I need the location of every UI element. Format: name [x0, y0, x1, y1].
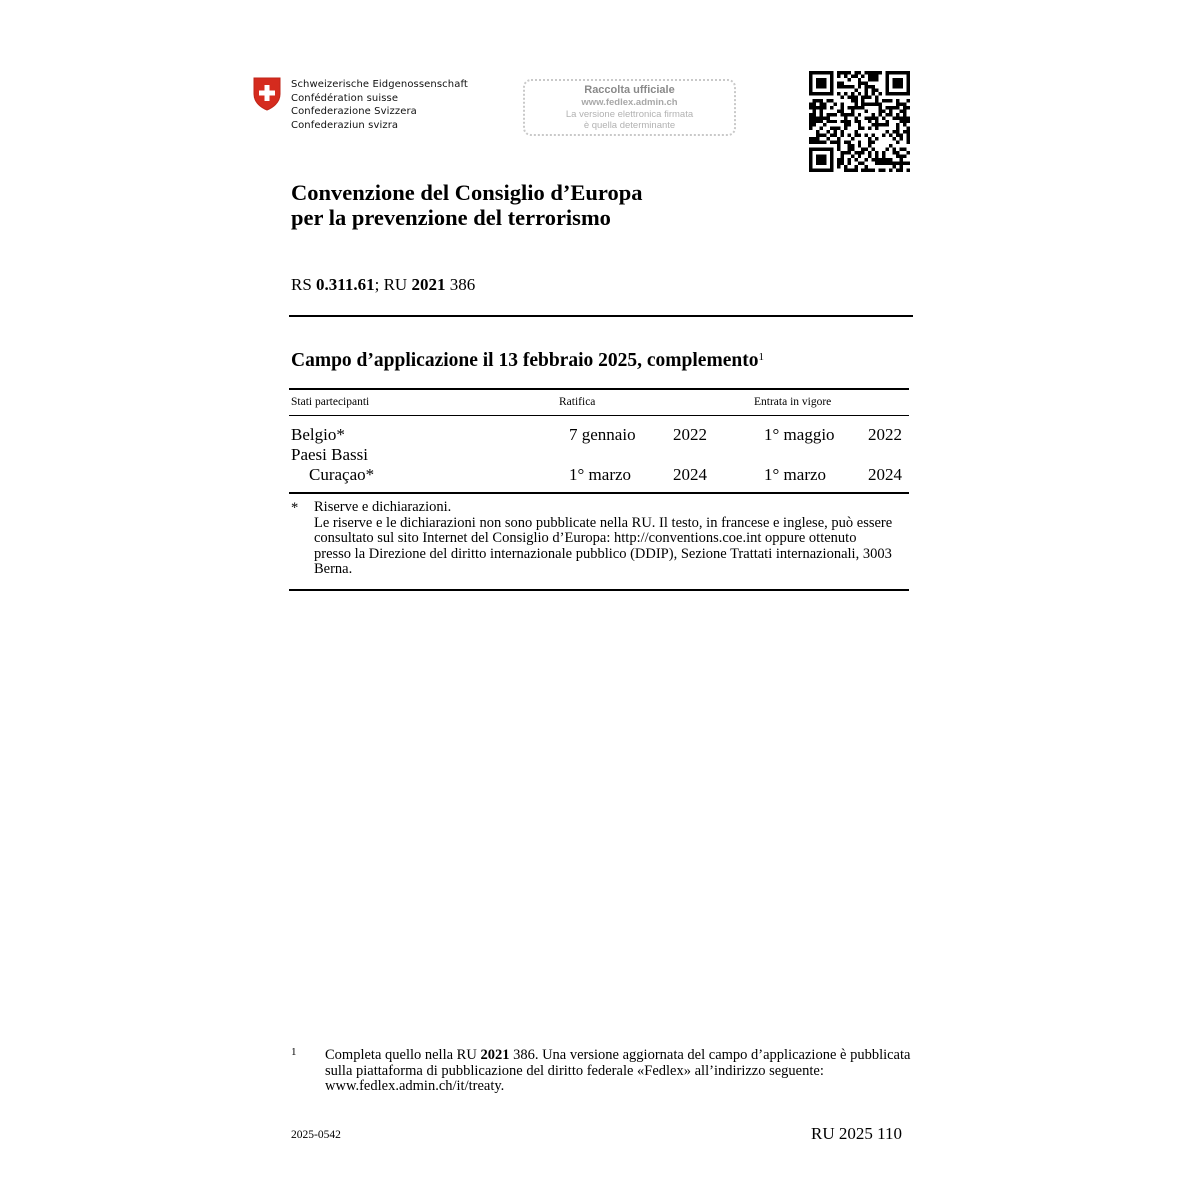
reservations-note [314, 500, 894, 578]
top-divider [289, 315, 913, 317]
note-body: Le riserve e le dichiarazioni non sono pubblicate nella RU. Il testo, in francese e inglese, può essere consultato sul sito Internet del Consiglio d’Europa: http://conventions.coe.int oppure ottenuto presso la Direzione del diritto internazionale pubblico (DDIP), Sezione Trattati internazionali, 3003 Berna. [314, 514, 893, 577]
swiss-cross-shield-icon [252, 77, 282, 111]
footnote-text [325, 1048, 915, 1095]
ru-page: 386 [445, 275, 476, 294]
cell-ratification-date: 1° marzo [569, 465, 632, 484]
ru-separator: ; RU [374, 275, 412, 294]
cell-ratification-year: 2022 [673, 425, 707, 444]
ru-year: 2021 [411, 275, 446, 294]
cell-state: Belgio* [291, 425, 345, 444]
stamp-line-4: è quella determinante [583, 120, 676, 131]
rs-number: 0.311.61 [316, 275, 375, 294]
table-top-rule [289, 388, 909, 390]
document-title [291, 180, 643, 230]
cell-entry-year: 2024 [868, 465, 902, 484]
cell-state: Curaçao* [309, 465, 375, 484]
cell-state: Paesi Bassi [291, 445, 368, 464]
confederation-line-fr: Confédération suisse [291, 92, 399, 104]
note-bottom-rule [289, 589, 909, 591]
footnote-reference-mark: 1 [758, 351, 764, 363]
note-title: Riserve e dichiarazioni. [314, 499, 452, 515]
confederation-name-lines [291, 78, 468, 132]
document-number: 2025-0542 [291, 1129, 341, 1141]
note-mark: * [291, 500, 299, 516]
ru-page-reference: RU 2025 110 [811, 1124, 902, 1143]
section-heading [291, 350, 764, 372]
footnote-text-before: Completa quello nella RU [325, 1047, 481, 1063]
confederation-line-it: Confederazione Svizzera [291, 106, 417, 117]
footnote-text-after: 386. Una versione aggiornata del campo d’applicazione è pubblicata sulla piattaforma di pubblicazione del diritto federale «Fedlex» all’indirizzo seguente: www.fedlex.admin.ch/it/treaty. [325, 1047, 911, 1094]
cell-entry-date: 1° marzo [764, 465, 827, 484]
confederation-line-de: Schweizerische Eidgenossenschaft [291, 79, 468, 90]
table-header-rule [289, 415, 909, 416]
cell-entry-year: 2022 [868, 425, 902, 444]
title-line-2: per la prevenzione del terrorismo [291, 205, 611, 230]
stamp-line-1: Raccolta ufficiale [584, 84, 675, 96]
footnote-text-bold: 2021 [480, 1047, 510, 1063]
section-heading-text: Campo d’applicazione il 13 febbraio 2025, complemento [291, 350, 759, 371]
column-header-states: Stati partecipanti [291, 396, 370, 408]
stamp-line-3: La versione elettronica firmata [565, 109, 694, 120]
confederation-line-rm: Confederaziun svizra [291, 119, 399, 131]
cell-ratification-year: 2024 [673, 465, 707, 484]
rs-prefix: RS [291, 275, 317, 294]
rs-ru-reference [291, 275, 475, 295]
official-collection-stamp [523, 79, 736, 136]
column-header-entry-into-force: Entrata in vigore [754, 396, 832, 408]
column-header-ratification: Ratifica [559, 396, 596, 408]
cell-entry-date: 1° maggio [764, 425, 835, 444]
title-line-1: Convenzione del Consiglio d’Europa [291, 180, 643, 205]
table-bottom-rule [289, 492, 909, 494]
stamp-line-2: www.fedlex.admin.ch [581, 97, 678, 108]
footnote-number: 1 [291, 1046, 297, 1058]
qr-code-icon [809, 71, 910, 172]
cell-ratification-date: 7 gennaio [569, 425, 636, 444]
